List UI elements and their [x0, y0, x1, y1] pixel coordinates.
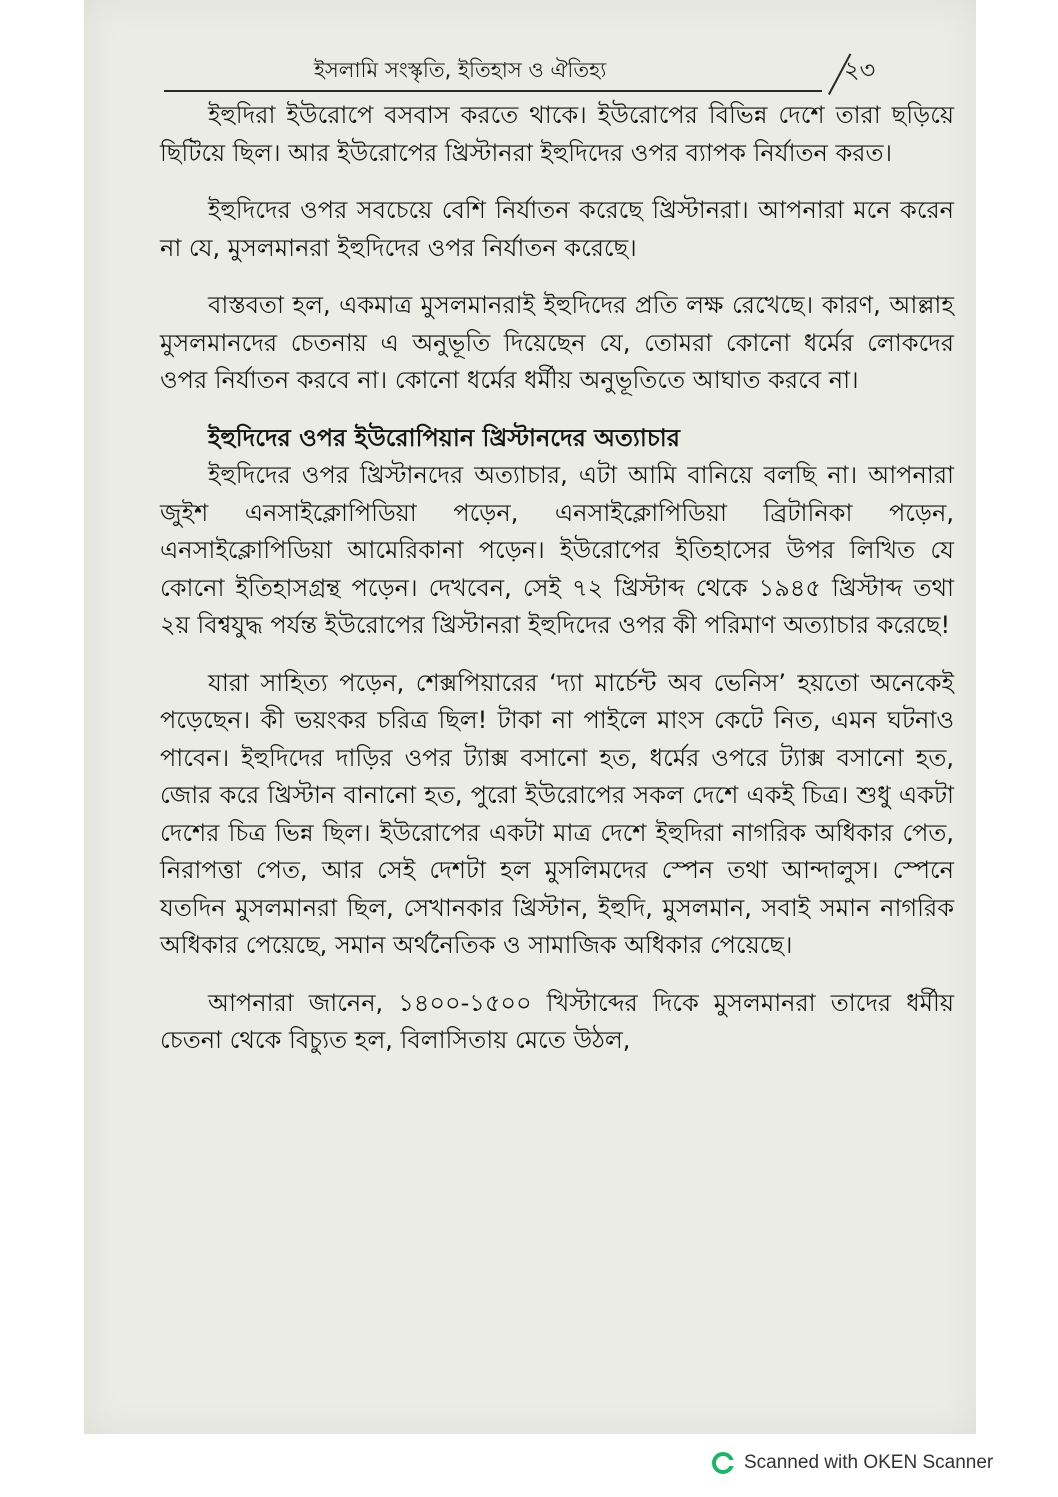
header-rule: [164, 90, 822, 92]
paragraph: আপনারা জানেন, ১৪০০-১৫০০ খিস্টাব্দের দিকে মুসলমানরা তাদের ধর্মীয় চেতনা থেকে বিচ্যুত হল, বিলাসিতায় মেতে উঠল,: [160, 988, 954, 1054]
running-title: ইসলামি সংস্কৃতি, ইতিহাস ও ঐতিহ্য: [314, 58, 607, 82]
scanner-watermark-text: Scanned with OKEN Scanner: [744, 1452, 994, 1473]
book-page: [84, 0, 976, 1434]
oken-scanner-logo-icon: [712, 1452, 734, 1474]
paragraph: যারা সাহিত্য পড়েন, শেক্সপিয়ারের ‘দ্যা মার্চেন্ট অব ভেনিস’ হয়তো অনেকেই পড়েছেন। কী ভয়ংকর চরিত্র ছিল! টাকা না পাইলে মাংস কেটে নিত, এমন ঘটনাও পাবেন। ইহুদিদের দাড়ির ওপর ট্যাক্স বসানো হত, ধর্মের ওপরে ট্যাক্স বসানো হত, জোর করে খ্রিস্টান বানানো হত, পুরো ইউরোপের সকল দেশে একই চিত্র। শুধু একটা দেশের চিত্র ভিন্ন ছিল। ইউরোপের একটা মাত্র দেশে ইহুদিরা নাগরিক অধিকার পেত, নিরাপত্তা পেত, আর সেই দেশটা হল মুসলিমদের স্পেন তথা আন্দালুস। স্পেনে যতদিন মুসলমানরা ছিল, সেখানকার খ্রিস্টান, ইহুদি, মুসলমান, সবাই সমান নাগরিক অধিকার পেয়েছে, সমান অর্থনৈতিক ও সামাজিক অধিকার পেয়েছে।: [160, 668, 954, 959]
paragraph: ইহুদিদের ওপর সবচেয়ে বেশি নির্যাতন করেছে খ্রিস্টানরা। আপনারা মনে করেন না যে, মুসলমানরা ইহুদিদের ওপর নির্যাতন করেছে।: [160, 196, 954, 262]
paragraph: ইহুদিদের ওপর খ্রিস্টানদের অত্যাচার, এটা আমি বানিয়ে বলছি না। আপনারা জুইশ এনসাইক্লোপিডিয়া পড়েন, এনসাইক্লোপিডিয়া ব্রিটানিকা পড়েন, এনসাইক্লোপিডিয়া আমেরিকানা পড়েন। ইউরোপের ইতিহাসের উপর লিখিত যে কোনো ইতিহাসগ্রন্থ পড়েন। দেখবেন, সেই ৭২ খ্রিস্টাব্দ থেকে ১৯৪৫ খ্রিস্টাব্দ তথা ২য় বিশ্বযুদ্ধ পর্যন্ত ইউরোপের খ্রিস্টানরা ইহুদিদের ওপর কী পরিমাণ অত্যাচার করেছে!: [160, 461, 954, 639]
section-heading: ইহুদিদের ওপর ইউরোপিয়ান খ্রিস্টানদের অত্যাচার: [208, 423, 680, 452]
paragraph: ইহুদিরা ইউরোপে বসবাস করতে থাকে। ইউরোপের বিভিন্ন দেশে তারা ছড়িয়ে ছিটিয়ে ছিল। আর ইউরোপের খ্রিস্টানরা ইহুদিদের ওপর ব্যাপক নির্যাতন করত।: [160, 101, 954, 167]
page-header: [84, 40, 976, 96]
body-text: [160, 97, 954, 1060]
scanner-watermark: [712, 1450, 993, 1476]
page-number: ২৩: [844, 56, 876, 84]
paragraph: বাস্তবতা হল, একমাত্র মুসলমানরাই ইহুদিদের প্রতি লক্ষ রেখেছে। কারণ, আল্লাহ মুসলমানদের চেতনায় এ অনুভূতি দিয়েছেন যে, তোমরা কোনো ধর্মের লোকদের ওপর নির্যাতন করবে না। কোনো ধর্মের ধর্মীয় অনুভূতিতে আঘাত করবে না।: [160, 291, 954, 394]
